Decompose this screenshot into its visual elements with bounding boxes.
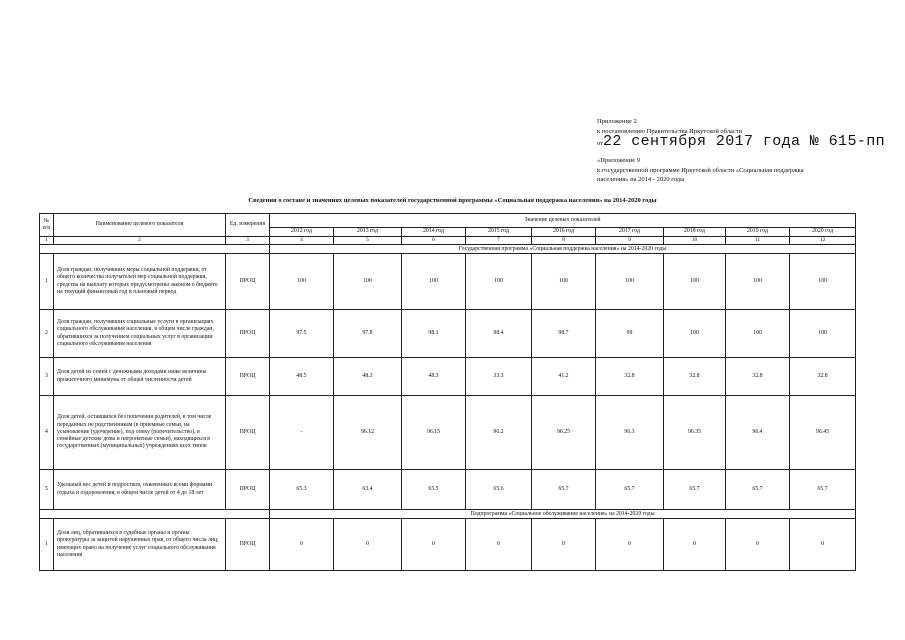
column-number: 12 [790, 237, 856, 245]
value-cell: 98.4 [466, 310, 532, 358]
column-number: 4 [270, 237, 334, 245]
section-title: Подпрограмма «Социальное обслуживание населения» на 2014-2020 годы [270, 510, 856, 519]
value-cell: 65.7 [596, 470, 664, 510]
value-cell: 65.3 [270, 470, 334, 510]
row-number: 3 [40, 358, 54, 396]
from-prefix: от [597, 140, 604, 147]
indicator-unit: ПРОЦ [226, 519, 270, 571]
value-cell: 63.4 [334, 470, 402, 510]
value-cell: 65.5 [402, 470, 466, 510]
year-header: 2017 год [596, 228, 664, 237]
value-cell: 96.4 [726, 396, 790, 470]
col-name-header: Наименование целевого показателя [54, 214, 226, 237]
year-header: 2015 год [466, 228, 532, 237]
row-number: 1 [40, 519, 54, 571]
section-row [40, 245, 856, 254]
value-cell: 100 [270, 254, 334, 310]
column-number: 1 [40, 237, 54, 245]
value-cell: 32.8 [790, 358, 856, 396]
row-number: 1 [40, 254, 54, 310]
column-number: 10 [664, 237, 726, 245]
column-number: 9 [596, 237, 664, 245]
value-cell: 48.3 [334, 358, 402, 396]
decree-date-line [597, 134, 885, 150]
value-cell: 96.45 [790, 396, 856, 470]
year-header: 2018 год [664, 228, 726, 237]
table-row [40, 358, 856, 396]
value-cell: 48.5 [270, 358, 334, 396]
value-cell: 98.1 [402, 310, 466, 358]
value-cell: 33.3 [466, 358, 532, 396]
col-unit-header: Ед. измерения [226, 214, 270, 237]
value-cell: 65.6 [466, 470, 532, 510]
column-number: 11 [726, 237, 790, 245]
indicator-name: Удельный вес детей и подростков, охваченных всеми формами отдыха и оздоровления, в общем числе детей от 4 до 18 лет [54, 470, 226, 510]
indicator-name: Доля граждан, получивших социальные услуги в организациях социального обслуживания населения, в общем числе граждан, обратившихся за получением социальных услуг в организации социального обслуживания населения [54, 310, 226, 358]
value-cell: 32.8 [596, 358, 664, 396]
value-cell: 96.35 [664, 396, 726, 470]
program-reference-1: к государственной программе Иркутской области «Социальная поддержка [597, 167, 804, 174]
value-cell: - [270, 396, 334, 470]
table-row [40, 254, 856, 310]
document-title: Сведения о составе и значениях целевых показателей государственной программы «Социальная поддержка населения» на 2014-2020 годы [248, 197, 657, 204]
value-cell: 32.8 [726, 358, 790, 396]
year-header: 2014 год [402, 228, 466, 237]
column-number: 8 [532, 237, 596, 245]
value-cell: 0 [596, 519, 664, 571]
table-row [40, 396, 856, 470]
value-cell: 100 [466, 254, 532, 310]
value-cell: 100 [726, 310, 790, 358]
value-cell: 0 [790, 519, 856, 571]
row-number: 4 [40, 396, 54, 470]
value-cell: 100 [334, 254, 402, 310]
year-header: 2016 год [532, 228, 596, 237]
decree-date-number: 22 сентября 2017 года № 615-пп [603, 133, 886, 150]
indicator-name: Доля детей, оставшихся без попечения родителей, в том числе переданных не родственникам (в приемные семьи, на усыновление (удочерение), под опеку (попечительство), в семейные детские дома и патронатные семьи), находящихся в государственных (муниципальных) учреждениях всех типов [54, 396, 226, 470]
decree-reference: к постановлению Правительства Иркутской области [597, 128, 743, 135]
value-cell: 0 [532, 519, 596, 571]
value-cell: 65.7 [664, 470, 726, 510]
value-cell: 96.2 [466, 396, 532, 470]
value-cell: 96.25 [532, 396, 596, 470]
appendix-label: Приложение 2 [597, 118, 637, 125]
value-cell: 0 [466, 519, 532, 571]
indicator-name: Доля детей из семей с денежными доходами ниже величины прожиточного минимума от общей численности детей [54, 358, 226, 396]
year-header: 2019 год [726, 228, 790, 237]
value-cell: 100 [664, 254, 726, 310]
value-cell: 96.3 [596, 396, 664, 470]
year-header: 2013 год [334, 228, 402, 237]
section-row [40, 510, 856, 519]
indicator-unit: ПРОЦ [226, 358, 270, 396]
column-numbers-row [40, 237, 856, 245]
year-header: 2012 год [270, 228, 334, 237]
value-cell: 100 [664, 310, 726, 358]
value-cell: 41.2 [532, 358, 596, 396]
col-number-header: № п/п [40, 214, 54, 237]
value-cell: 0 [726, 519, 790, 571]
value-cell: 100 [532, 254, 596, 310]
indicator-name: Доля лиц, обратившихся в судебные органы и органы прокуратуры за защитой нарушенных прав, от общего числа лиц, имеющих право на получение услуг социального обслуживания населения [54, 519, 226, 571]
value-cell: 97.8 [334, 310, 402, 358]
value-cell: 0 [402, 519, 466, 571]
value-cell: 100 [402, 254, 466, 310]
value-cell: 32.8 [664, 358, 726, 396]
value-cell: 65.7 [532, 470, 596, 510]
value-cell: 0 [270, 519, 334, 571]
column-number: 5 [334, 237, 402, 245]
value-cell: 96.12 [334, 396, 402, 470]
table-row [40, 470, 856, 510]
value-cell: 100 [596, 254, 664, 310]
year-header: 2020 год [790, 228, 856, 237]
value-cell: 96.15 [402, 396, 466, 470]
value-cell: 48.3 [402, 358, 466, 396]
indicator-unit: ПРОЦ [226, 470, 270, 510]
table-row [40, 519, 856, 571]
indicator-unit: ПРОЦ [226, 254, 270, 310]
value-cell: 100 [790, 254, 856, 310]
values-group-header: Значение целевых показателей [270, 214, 856, 228]
column-number: 6 [402, 237, 466, 245]
row-number: 5 [40, 470, 54, 510]
value-cell: 65.7 [790, 470, 856, 510]
value-cell: 0 [334, 519, 402, 571]
indicator-unit: ПРОЦ [226, 310, 270, 358]
appendix9-label: «Приложение 9 [597, 157, 641, 164]
column-number: 3 [226, 237, 270, 245]
indicator-name: Доля граждан, получивших меры социальной поддержки, от общего количества получателей мер социальной поддержки, средства на выплату которых предусмотрены законом о бюджете на текущий финансовый год и плановый период [54, 254, 226, 310]
row-number: 2 [40, 310, 54, 358]
table-row [40, 310, 856, 358]
column-number: 2 [54, 237, 226, 245]
value-cell: 98.7 [532, 310, 596, 358]
section-title: Государственная программа «Социальная поддержка населения» на 2014-2020 годы [270, 245, 856, 254]
value-cell: 97.5 [270, 310, 334, 358]
value-cell: 99 [596, 310, 664, 358]
indicator-unit: ПРОЦ [226, 396, 270, 470]
value-cell: 0 [664, 519, 726, 571]
indicators-table [39, 213, 856, 571]
column-number: 7 [466, 237, 532, 245]
program-reference-2: населения» на 2014 - 2020 годы [597, 176, 685, 183]
value-cell: 100 [790, 310, 856, 358]
value-cell: 65.7 [726, 470, 790, 510]
value-cell: 100 [726, 254, 790, 310]
